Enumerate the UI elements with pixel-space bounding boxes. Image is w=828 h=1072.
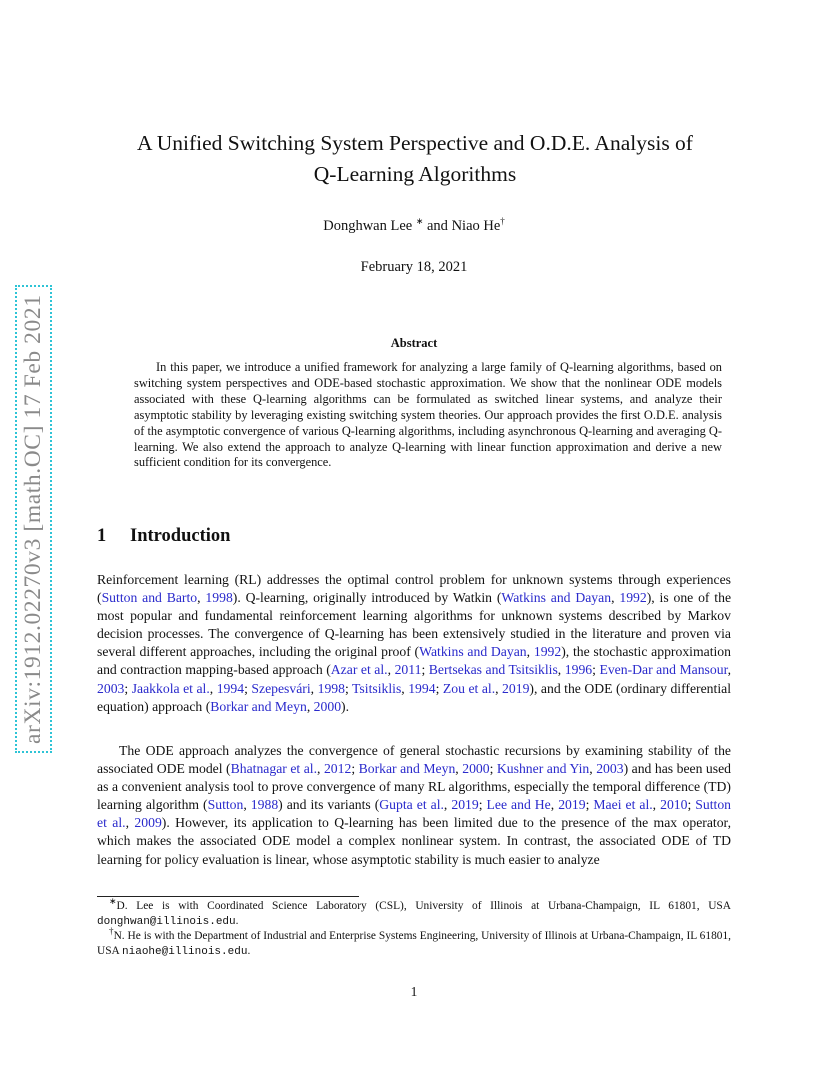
- footnote-2-mark: †: [109, 926, 114, 937]
- text-run: ;: [478, 797, 487, 813]
- text-run: ;: [421, 662, 429, 678]
- text-run: ,: [387, 662, 395, 678]
- text-run: ;: [687, 797, 696, 813]
- citation-link[interactable]: Sutton and Barto: [101, 590, 198, 606]
- text-run: ,: [652, 797, 661, 813]
- citation-link[interactable]: Bertsekas and Tsitsiklis: [428, 662, 558, 678]
- citation-link[interactable]: Szepesvári: [251, 680, 311, 696]
- section-heading: [97, 526, 230, 547]
- text-run: ,: [243, 797, 251, 813]
- page-number: 1: [410, 984, 418, 999]
- text-run: ,: [589, 761, 597, 777]
- author-1: Donghwan Lee: [323, 218, 413, 234]
- section-title: Introduction: [130, 526, 231, 546]
- citation-link[interactable]: 2019: [558, 797, 586, 813]
- text-run: ;: [435, 680, 443, 696]
- author-conjunction: and: [423, 218, 452, 234]
- paragraph-1: [97, 571, 731, 716]
- citation-link[interactable]: 2003: [596, 761, 624, 777]
- abstract-text: In this paper, we introduce a unified framework for analyzing a large family of Q-learning algorithms, based on switching system perspectives and ODE-based stochastic approximation. We show that the nonlinear ODE models associated with these Q-learning algorithms can be formulated as switched linear systems, and analyze their asymptotic stability by leveraging existing switching system theories. Our approach provides the first O.D.E. analysis of the asymptotic convergence of various Q-learning algorithms, including asynchronous Q-learning and averaging Q-learning. We also extend the approach to analyze Q-learning with linear function approximation and derive a new sufficient condition for its convergence.: [134, 360, 722, 470]
- citation-link[interactable]: 1994: [408, 680, 436, 696]
- footnote-mark-1[interactable]: ∗: [415, 216, 424, 227]
- citation-link[interactable]: 1994: [216, 680, 245, 696]
- text-run: ;: [124, 680, 132, 696]
- text-run: ,: [306, 698, 314, 714]
- citation-link[interactable]: Borkar and Meyn: [358, 761, 456, 777]
- text-run: ,: [209, 680, 217, 696]
- citation-link[interactable]: Sutton et al.: [97, 797, 732, 831]
- text-run: ).: [341, 698, 350, 714]
- author-2: Niao He: [451, 218, 501, 234]
- text-run: ,: [550, 797, 559, 813]
- text-run: ,: [310, 680, 318, 696]
- citation-link[interactable]: Sutton: [207, 797, 244, 813]
- title-line-1: A Unified Switching System Perspective and O.D.E. Analysis of: [137, 131, 693, 155]
- text-run: ) and has been used as a convenient analysis tool to prove convergence of many RL algorithms, especially the temporal difference (TD) learning algorithm (: [97, 761, 732, 813]
- text-run: ;: [585, 797, 594, 813]
- citation-link[interactable]: 2010: [660, 797, 688, 813]
- footnote-1-mark: ∗: [109, 896, 117, 907]
- text-run: Reinforcement learning (RL) addresses the optimal control problem for unknown systems through experiences (: [97, 572, 731, 606]
- citation-link[interactable]: 1992: [533, 644, 562, 660]
- text-run: The ODE approach analyzes the convergence of general stochastic recursions by examining stability of the associated ODE model (: [97, 743, 731, 777]
- text-run: ). Q-learning, originally introduced by Watkin (: [232, 590, 502, 606]
- text-run: ,: [443, 797, 452, 813]
- text-run: ). However, its application to Q-learning has been limited due to the presence of the max operator, which makes the associated ODE model a complex nonlinear system. In contrast, the associated ODE of TD learning for policy evaluation is linear, whose asymptotic stability is much easier to analyze: [97, 815, 731, 867]
- text-run: ,: [727, 662, 731, 678]
- citation-link[interactable]: Bhatnagar et al.: [230, 761, 318, 777]
- citation-link[interactable]: 2019: [502, 680, 530, 696]
- text-run: ,: [526, 644, 534, 660]
- citation-link[interactable]: 2019: [451, 797, 479, 813]
- citation-link[interactable]: 1998: [317, 680, 345, 696]
- text-run: ) and its variants (: [278, 797, 380, 813]
- footnote-rule: [97, 896, 359, 897]
- citation-link[interactable]: Jaakkola et al.: [131, 680, 210, 696]
- citation-link[interactable]: 2009: [134, 815, 162, 831]
- footnote-1: [97, 896, 731, 931]
- citation-link[interactable]: Zou et al.: [442, 680, 496, 696]
- text-run: ,: [455, 761, 463, 777]
- arxiv-stamp[interactable]: arXiv:1912.02270v3 [math.OC] 17 Feb 2021: [20, 290, 47, 748]
- text-run: ), the stochastic approximation and contraction mapping-based approach (: [97, 644, 731, 678]
- citation-link[interactable]: Lee and He: [486, 797, 551, 813]
- email-link[interactable]: niaohe@illinois.edu: [122, 946, 248, 959]
- citation-link[interactable]: Maei et al.: [593, 797, 653, 813]
- citation-link[interactable]: 1992: [619, 590, 647, 606]
- text-run: ,: [125, 815, 135, 831]
- text-run: ;: [592, 662, 600, 678]
- footnote-2-text: N. He is with the Department of Industrial and Enterprise Systems Engineering, University of Illinois at Urbana-Champaign, IL 61801, USA: [97, 930, 732, 958]
- title-line-2: Q-Learning Algorithms: [313, 162, 517, 186]
- text-run: ,: [317, 761, 324, 777]
- citation-link[interactable]: 1996: [564, 662, 593, 678]
- text-run: ), and the ODE (ordinary differential equation) approach (: [97, 680, 731, 714]
- citation-link[interactable]: 2000: [313, 698, 342, 714]
- text-run: .: [235, 915, 239, 928]
- footnote-1-text: D. Lee is with Coordinated Science Laboratory (CSL), University of Illinois at Urbana-Champaign, IL 61801, USA: [116, 900, 731, 912]
- text-run: ,: [611, 590, 620, 606]
- citation-link[interactable]: 2000: [462, 761, 490, 777]
- paragraph-2: [97, 742, 731, 869]
- section-number: 1: [97, 526, 107, 546]
- citation-link[interactable]: Gupta et al.: [379, 797, 444, 813]
- text-run: ), is one of the most popular and fundamental reinforcement learning algorithms for unknown systems described by Markov decision processes. The convergence of Q-learning has been extensively studied in the literature and proven via several different approaches, including the original proof (: [97, 590, 732, 660]
- citation-link[interactable]: Even-Dar and Mansour: [599, 662, 728, 678]
- text-run: ,: [495, 680, 503, 696]
- citation-link[interactable]: Watkins and Dayan: [501, 590, 612, 606]
- text-run: ,: [197, 590, 206, 606]
- footnote-2: [97, 926, 732, 961]
- citation-link[interactable]: Watkins and Dayan: [419, 644, 527, 660]
- author-list: [0, 218, 828, 235]
- citation-link[interactable]: 1998: [205, 590, 233, 606]
- citation-link[interactable]: Kushner and Yin: [496, 761, 590, 777]
- paper-title: [90, 128, 740, 190]
- text-run: ,: [401, 680, 409, 696]
- citation-link[interactable]: 2003: [97, 680, 125, 696]
- text-run: ;: [244, 680, 252, 696]
- text-run: ;: [351, 761, 359, 777]
- abstract-heading: Abstract: [390, 336, 438, 350]
- text-run: ,: [557, 662, 565, 678]
- citation-link[interactable]: Tsitsiklis: [352, 680, 402, 696]
- footnote-mark-2[interactable]: †: [500, 216, 505, 227]
- email-link[interactable]: donghwan@illinois.edu: [97, 916, 236, 929]
- paper-date: February 18, 2021: [360, 259, 468, 275]
- text-run: ;: [344, 680, 353, 696]
- text-run: .: [247, 945, 251, 958]
- text-run: ;: [489, 761, 497, 777]
- citation-link[interactable]: 1988: [250, 797, 279, 813]
- citation-link[interactable]: 2011: [394, 662, 422, 678]
- citation-link[interactable]: 2012: [323, 761, 352, 777]
- citation-link[interactable]: Borkar and Meyn: [210, 698, 307, 714]
- citation-link[interactable]: Azar et al.: [330, 662, 388, 678]
